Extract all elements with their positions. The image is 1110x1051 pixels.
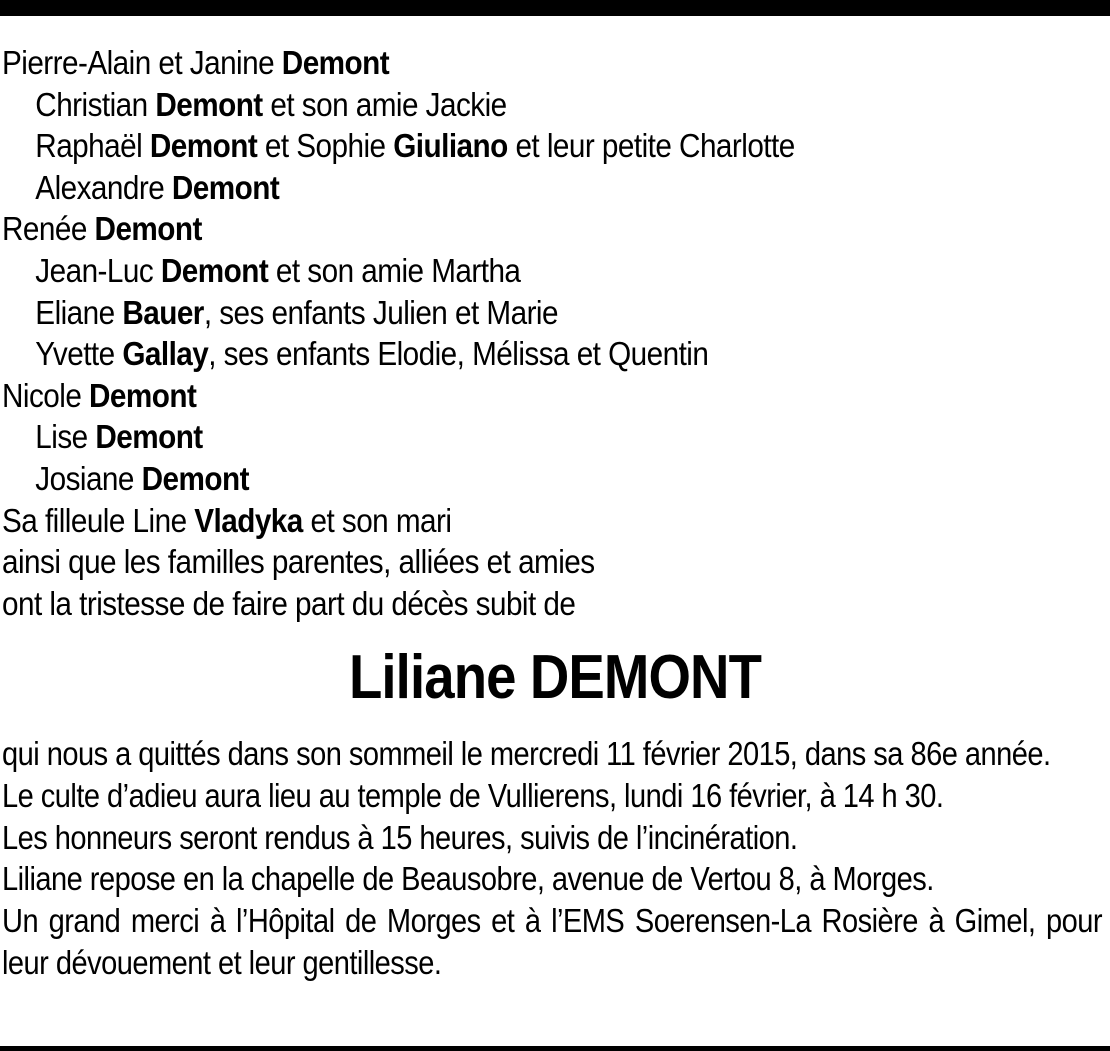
family-line: Raphaël Demont et Sophie Giuliano et leur petite Charlotte <box>35 127 795 165</box>
family-line: Christian Demont et son amie Jackie <box>35 85 507 123</box>
body-paragraph: Un grand merci à l’Hôpital de Morges et à l’EMS Soerensen-La Rosière à Gimel, pour leur dévouement et leur gentillesse. <box>2 902 1102 981</box>
family-line: Sa filleule Line Vladyka et son mari <box>2 501 452 539</box>
body-paragraph: Le culte d’adieu aura lieu au temple de Vullierens, lundi 16 février, à 14 h 30. <box>2 776 944 814</box>
family-line: ainsi que les familles parentes, alliées et amies <box>2 543 595 581</box>
family-line: Yvette Gallay, ses enfants Elodie, Mélissa et Quentin <box>35 335 709 373</box>
body-paragraph: Les honneurs seront rendus à 15 heures, suivis de l’incinération. <box>2 818 798 856</box>
body-paragraph: Liliane repose en la chapelle de Beausobre, avenue de Vertou 8, à Morges. <box>2 860 934 898</box>
family-line: Renée Demont <box>2 210 202 248</box>
family-line: Lise Demont <box>35 418 203 456</box>
family-line: Pierre-Alain et Janine Demont <box>2 44 390 81</box>
family-line: Eliane Bauer, ses enfants Julien et Marie <box>35 293 558 331</box>
family-line: Jean-Luc Demont et son amie Martha <box>35 251 521 289</box>
deceased-name: Liliane DEMONT <box>348 643 762 712</box>
family-list <box>2 42 1102 624</box>
family-line: ont la tristesse de faire part du décès subit de <box>2 584 576 622</box>
announcement-body <box>2 733 1102 984</box>
family-line: Alexandre Demont <box>35 168 280 206</box>
top-rule <box>0 0 1110 16</box>
body-paragraph: qui nous a quittés dans son sommeil le mercredi 11 février 2015, dans sa 86e année. <box>2 735 1051 772</box>
family-line: Josiane Demont <box>35 459 249 497</box>
bottom-rule <box>0 1046 1110 1051</box>
family-line: Nicole Demont <box>2 376 197 414</box>
